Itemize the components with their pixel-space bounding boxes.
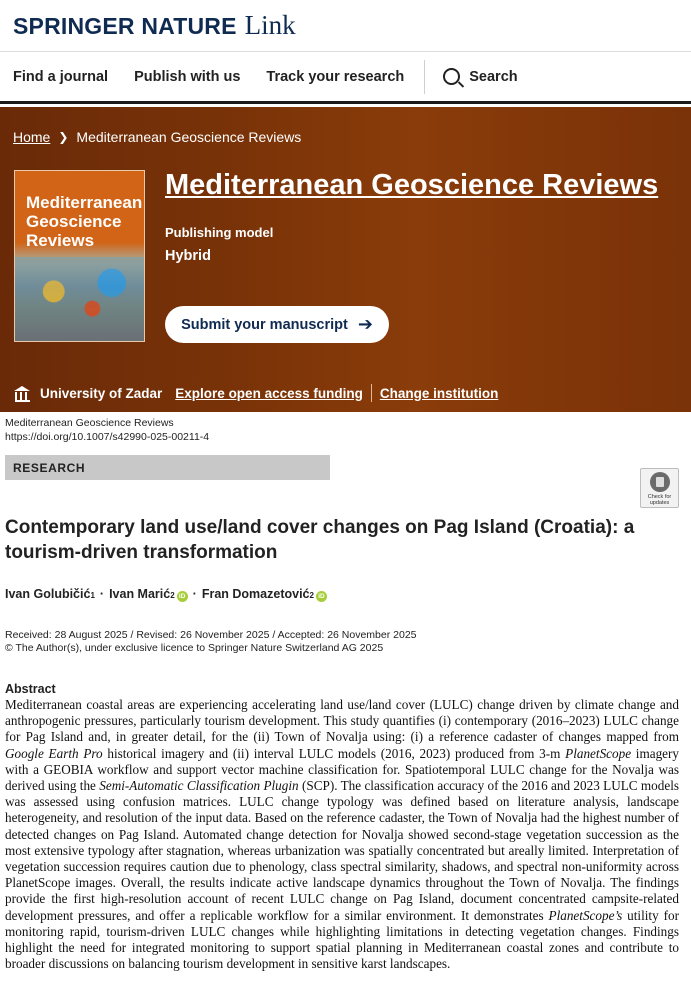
abstract-text [5, 697, 679, 972]
nav-track-your-research[interactable]: Track your research [266, 68, 405, 85]
history-dates: Received: 28 August 2025 / Revised: 26 November 2025 / Accepted: 26 November 2025 [5, 629, 417, 641]
publishing-model-value: Hybrid [165, 248, 211, 264]
citation-journal: Mediterranean Geoscience Reviews [5, 417, 174, 429]
article-citation [5, 416, 209, 444]
institution-icon [14, 386, 31, 400]
nav-publish-with-us[interactable]: Publish with us [134, 68, 241, 85]
check-updates-line: updates [649, 500, 670, 506]
author-affiliation: 2 [170, 591, 175, 600]
submit-manuscript-button[interactable] [165, 306, 389, 343]
logo-brand: SPRINGER NATURE [13, 13, 237, 39]
nav-divider [424, 60, 425, 94]
springer-nature-link-logo[interactable] [13, 10, 296, 41]
breadcrumb [13, 129, 301, 145]
author-link[interactable]: Ivan Marić [109, 587, 171, 601]
arrow-right-icon: ➔ [357, 314, 373, 334]
article-dates [5, 629, 417, 655]
cover-map-illustration [15, 257, 144, 342]
article-title: Contemporary land use/land cover changes on Pag Island (Croatia): a tourism-driven transformation [5, 517, 635, 563]
breadcrumb-current[interactable]: Mediterranean Geoscience Reviews [76, 129, 302, 145]
institution-bar [14, 384, 498, 402]
cover-title-line: Geoscience [26, 212, 122, 231]
author-separator: · [99, 587, 105, 601]
cover-title-line: Reviews [26, 231, 95, 250]
author-affiliation: 1 [90, 591, 95, 600]
search-button[interactable] [443, 68, 517, 85]
abstract-italic-term: PlanetScope’s [548, 907, 623, 923]
citation-doi[interactable]: https://doi.org/10.1007/s42990-025-00211-4 [5, 431, 210, 443]
abstract-segment: imagery with a GEOBIA workflow and support vector machine classification for. Spatiotemporal LULC change for the Novalja was derived using the [5, 745, 680, 794]
copyright-notice: © The Author(s), under exclusive licence to Springer Nature Switzerland AG 2025 [5, 642, 384, 654]
submit-label: Submit your manuscript [181, 316, 348, 333]
nav-find-a-journal[interactable]: Find a journal [13, 68, 109, 85]
abstract-italic-term: PlanetScope [565, 745, 632, 761]
cover-title-line: Mediterranean [26, 193, 143, 212]
check-updates-text [648, 494, 672, 506]
logo-link-text: Link [244, 10, 296, 40]
search-label: Search [469, 68, 518, 85]
breadcrumb-home-link[interactable]: Home [13, 129, 51, 145]
inst-divider [371, 384, 372, 402]
check-updates-line: Check for [647, 494, 672, 500]
site-header [0, 0, 691, 52]
abstract-italic-term: Semi-Automatic Classification Plugin [99, 778, 299, 794]
cover-title [26, 193, 142, 250]
orcid-icon[interactable]: iD [177, 591, 188, 602]
abstract-segment: Mediterranean coastal areas are experiencing accelerating land use/land cover (LULC) change driven by climate change and anthropogenic pressures, particularly tourism development. This study quantifies (i) contemporary (2016–2023) LULC change for Pag Island and, in greater detail, for the (ii) Town of Novalja using: (i) a reference cadaster of changes mapped from [5, 697, 679, 745]
explore-open-access-link[interactable]: Explore open access funding [175, 385, 363, 401]
journal-cover-image[interactable] [14, 170, 145, 342]
main-nav [0, 52, 691, 104]
orcid-icon[interactable]: iD [316, 591, 327, 602]
abstract-segment: historical imagery and (ii) interval LULC models (2016, 2023) produced from 3-m [102, 745, 566, 761]
author-link[interactable]: Fran Domazetović [201, 587, 310, 601]
search-icon [443, 68, 460, 85]
article-type-badge: RESEARCH [5, 455, 330, 480]
change-institution-link[interactable]: Change institution [379, 385, 499, 401]
author-separator: · [192, 587, 197, 601]
check-for-updates-button[interactable] [640, 468, 679, 508]
institution-name: University of Zadar [40, 385, 163, 401]
abstract-segment: (SCP). The classification accuracy of the 2016 and 2023 LULC models was assessed using confusion matrices. LULC change typology was defined based on literature analysis, landscape heterogeneity, and resolution of the input data. Based on the reference cadaster, the Town of Novalja had the highest number of detected changes on Pag Island. Automated change detection for Novalja showed second-stage vegetation succession as the most extensive typology after stagnation, whereas urbanization was spatially concentrated but areally limited. Interpretation of vegetation succession requires caution due to phenology, class spectral similarity, shadows, and spectral non-uniformity across PlanetScope images. Overall, the results indicate active landscape dynamics throughout the Town of Novalja. The findings provide the first high-resolution account of recent LULC change on Pag Island, document concentrated campsite-related development pressures, and offer a replicable workflow for a similar environment. It demonstrates [5, 778, 680, 923]
abstract-italic-term: Google Earth Pro [5, 745, 103, 761]
abstract-heading: Abstract [5, 682, 56, 696]
abstract-segment: utility for monitoring rapid, tourism-driven LULC changes while highlighting limitations in detecting vegetation changes. Findings highlight the need for integrated monitoring to support spatial planning in Mediterranean coastal zones and contribute to broader discussions on balancing tourism development in sensitive karst landscapes. [5, 907, 679, 972]
author-list [5, 587, 327, 602]
chevron-right-icon: ❯ [58, 130, 69, 144]
check-updates-icon [650, 472, 670, 492]
journal-banner [0, 107, 691, 412]
publishing-model-label: Publishing model [165, 225, 274, 240]
author-affiliation: 2 [309, 591, 314, 600]
journal-title-link[interactable]: Mediterranean Geoscience Reviews [165, 169, 659, 201]
author-link[interactable]: Ivan Golubičić [5, 587, 91, 601]
